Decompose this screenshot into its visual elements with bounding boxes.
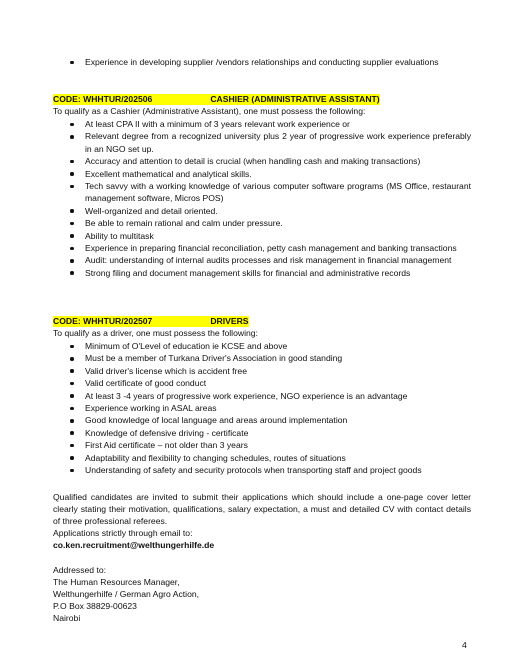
- supplier-requirements-list: [85, 56, 471, 69]
- list-item: Ability to multitask: [85, 230, 471, 242]
- list-item: First Aid certificate – not older than 3 years: [85, 439, 471, 451]
- cashier-title: CASHIER (ADMINISTRATIVE ASSISTANT): [210, 94, 380, 104]
- drivers-code: CODE: WHHTUR/202507: [53, 316, 153, 326]
- list-item: Relevant degree from a recognized university plus 2 year of progressive work experience preferably in an NGO set up.: [85, 131, 471, 154]
- list-item: Minimum of O'Level of education ie KCSE and above: [85, 340, 471, 352]
- list-item: Good knowledge of local language and areas around implementation: [85, 414, 471, 426]
- list-item: Strong filing and document management skills for financial and administrative records: [85, 267, 471, 279]
- drivers-code-heading: [53, 316, 249, 327]
- list-item: Experience in preparing financial reconciliation, petty cash management and banking transactions: [85, 242, 471, 254]
- list-item: At least CPA II with a minimum of 3 years relevant work experience or: [85, 118, 471, 130]
- cashier-code-heading: [53, 94, 380, 105]
- list-item: Adaptability and flexibility to changing schedules, routes of situations: [85, 452, 471, 464]
- list-item: Experience in developing supplier /vendors relationships and conducting supplier evaluations: [85, 56, 471, 69]
- drivers-title: DRIVERS: [210, 316, 249, 326]
- list-item: Excellent mathematical and analytical skills.: [85, 168, 471, 180]
- address-label: Addressed to:: [53, 565, 107, 575]
- address-line: Welthungerhilfe / German Agro Action,: [53, 589, 200, 599]
- address-line: The Human Resources Manager,: [53, 577, 180, 587]
- email-instruction: Applications strictly through email to:: [53, 528, 193, 538]
- list-item: At least 3 -4 years of progressive work experience, NGO experience is an advantage: [85, 390, 471, 402]
- list-item: Tech savvy with a working knowledge of various computer software programs (MS Office, restaurant management software, Micros POS): [85, 181, 471, 204]
- list-item: Experience working in ASAL areas: [85, 402, 471, 414]
- address-line: Nairobi: [53, 613, 81, 623]
- list-item: Audit: understanding of internal audits processes and risk management in financial management: [85, 254, 471, 266]
- list-item: Well-organized and detail oriented.: [85, 205, 471, 217]
- cashier-requirements-list: [85, 118, 471, 279]
- address-line: P.O Box 38829-00623: [53, 601, 137, 611]
- list-item: Accuracy and attention to detail is crucial (when handling cash and making transactions): [85, 155, 471, 167]
- list-item: Valid certificate of good conduct: [85, 377, 471, 389]
- list-item: Must be a member of Turkana Driver's Association in good standing: [85, 352, 471, 364]
- list-item: Valid driver's license which is accident free: [85, 365, 471, 377]
- recruitment-email: co.ken.recruitment@welthungerhilfe.de: [53, 540, 215, 550]
- cashier-intro: To qualify as a Cashier (Administrative Assistant), one must possess the following:: [53, 106, 366, 116]
- list-item: Knowledge of defensive driving - certificate: [85, 427, 471, 439]
- closing-paragraph: Qualified candidates are invited to submit their applications which should include a one-page cover letter clearly stating their motivation, qualifications, salary expectation, a must and detailed CV with contact details of three professional referees.: [53, 492, 471, 526]
- list-item: Be able to remain rational and calm under pressure.: [85, 217, 471, 229]
- page-number: 4: [462, 640, 467, 650]
- cashier-code: CODE: WHHTUR/202506: [53, 94, 153, 104]
- drivers-intro: To qualify as a driver, one must possess the following:: [53, 328, 258, 338]
- list-item: Understanding of safety and security protocols when transporting staff and project goods: [85, 464, 471, 476]
- driver-requirements-list: [85, 340, 471, 476]
